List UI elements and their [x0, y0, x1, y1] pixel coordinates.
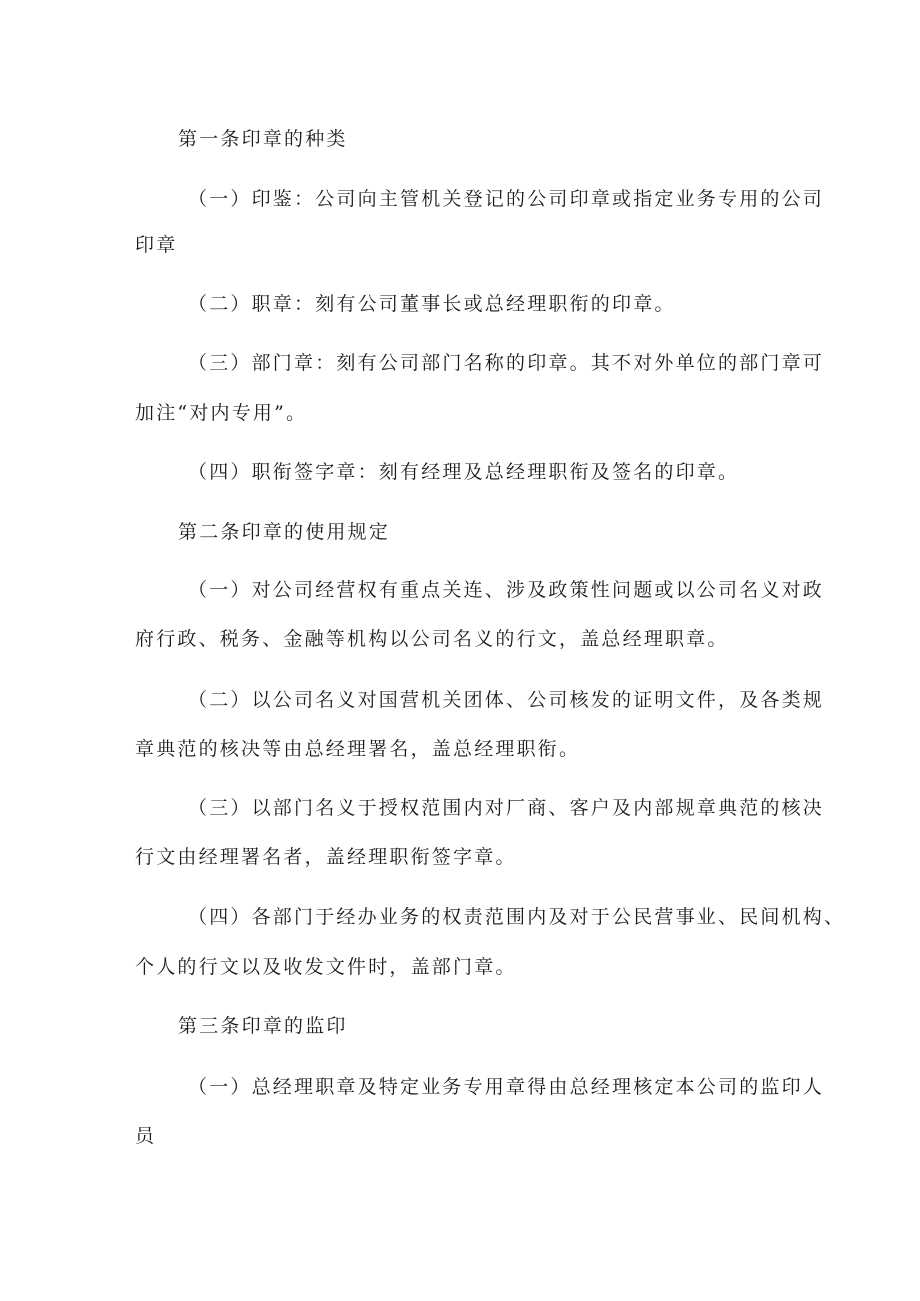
section-1-item-4-line-1: （四）职衔签字章：刻有经理及总经理职衔及签名的印章。: [188, 461, 740, 483]
section-2-item-2-line-1: （二）以公司名义对国营机关团体、公司核发的证明文件，及各类规: [188, 689, 825, 711]
section-1-item-3-line-1: （三）部门章：刻有公司部门名称的印章。其不对外单位的部门章可: [188, 352, 825, 374]
section-3-item-1-line-2: 员: [135, 1125, 157, 1147]
section-2-item-3-line-2: 行文由经理署名者，盖经理职衔签字章。: [135, 846, 517, 868]
section-heading-1: 第一条印章的种类: [178, 128, 348, 150]
section-1-item-3-line-2: 加注“对内专用”。: [135, 402, 308, 424]
section-heading-2: 第二条印章的使用规定: [178, 521, 391, 543]
section-2-item-4-line-1: （四）各部门于经办业务的权责范围内及对于公民营事业、民间机构、: [188, 906, 846, 928]
section-1-item-1-line-1: （一）印鉴：公司向主管机关登记的公司印章或指定业务专用的公司: [188, 188, 825, 210]
section-2-item-2-line-2: 章典范的核决等由总经理署名，盖总经理职衔。: [135, 738, 581, 760]
section-heading-3: 第三条印章的监印: [178, 1015, 348, 1037]
section-2-item-1-line-2: 府行政、税务、金融等机构以公司名义的行文，盖总经理职章。: [135, 628, 729, 650]
section-3-item-1-line-1: （一）总经理职章及特定业务专用章得由总经理核定本公司的监印人: [188, 1076, 825, 1098]
section-2-item-1-line-1: （一）对公司经营权有重点关连、涉及政策性问题或以公司名义对政: [188, 579, 825, 601]
section-2-item-3-line-1: （三）以部门名义于授权范围内对厂商、客户及内部规章典范的核决: [188, 797, 825, 819]
section-2-item-4-line-2: 个人的行文以及收发文件时，盖部门章。: [135, 956, 517, 978]
section-1-item-1-line-2: 印章: [135, 234, 178, 256]
section-1-item-2-line-1: （二）职章：刻有公司董事长或总经理职衔的印章。: [188, 293, 676, 315]
